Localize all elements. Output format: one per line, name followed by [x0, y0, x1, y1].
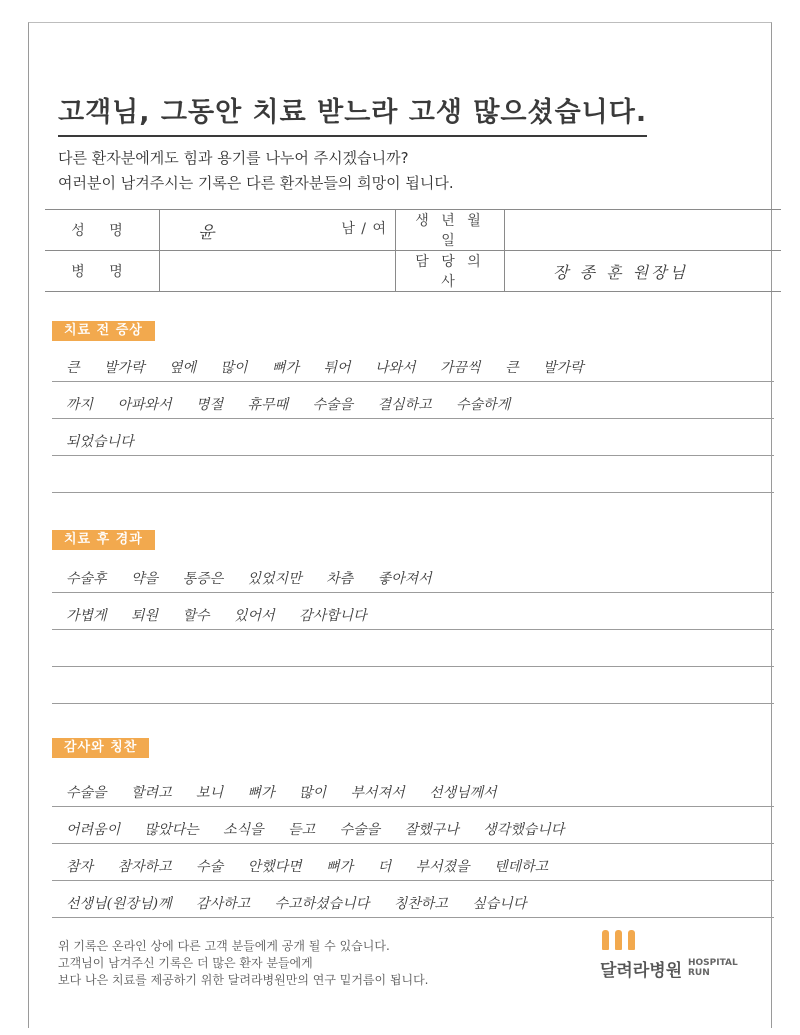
- footer-line: 보다 나은 치료를 제공하기 위한 달려라병원만의 연구 밑거름이 됩니다.: [58, 973, 429, 987]
- logo-en-line: HOSPITAL: [688, 958, 738, 968]
- writing-line: [52, 844, 774, 881]
- writing-line: [52, 630, 774, 667]
- info-row: [45, 251, 781, 292]
- handwritten-text: 선생님(원장님)께 감사하고 수고하셨습니다 칭찬하고 싶습니다: [66, 896, 527, 912]
- page-title: 고객님, 그동안 치료 받느라 고생 많으셨습니다.: [58, 90, 647, 137]
- handwritten-text: 어려움이 많았다는 소식을 듣고 수술을 잘했구나 생각했습니다: [66, 822, 565, 838]
- section-lines-before: [52, 345, 774, 493]
- exclamation-marks-icon: [602, 930, 641, 954]
- info-row: [45, 210, 781, 251]
- gender-label: 남 / 여: [341, 220, 387, 237]
- writing-line: [52, 770, 774, 807]
- section-lines-thanks: [52, 770, 774, 918]
- handwritten-text: 큰 발가락 옆에 많이 뼈가 튀어 나와서 가끔씩 큰 발가락: [66, 360, 584, 376]
- intro-line: 여러분이 남겨주시는 기록은 다른 환자분들의 희망이 됩니다.: [58, 174, 454, 192]
- section-tag-before: 치료 전 증상: [52, 321, 155, 341]
- writing-line: [52, 382, 774, 419]
- name-cell: [160, 210, 396, 251]
- writing-line: [52, 593, 774, 630]
- writing-line: [52, 807, 774, 844]
- name-label: 성 명: [45, 210, 160, 251]
- writing-line: [52, 881, 774, 918]
- writing-line: [52, 667, 774, 704]
- logo-en-line: RUN: [688, 968, 710, 978]
- logo-english: [688, 958, 738, 978]
- hospital-logo: [600, 930, 760, 990]
- handwritten-text: 가볍게 퇴원 할수 있어서 감사합니다: [66, 608, 367, 624]
- writing-line: [52, 556, 774, 593]
- doctor-value: 장 종 훈 원장님: [553, 262, 688, 282]
- birth-value: [505, 210, 782, 251]
- handwritten-text: 수술후 약을 통증은 있었지만 차츰 좋아져서: [66, 571, 432, 587]
- writing-line: [52, 345, 774, 382]
- name-value: 윤: [198, 222, 215, 243]
- birth-label: 생 년 월 일: [396, 210, 505, 251]
- logo-name: 달려라병원: [600, 961, 683, 981]
- intro-line: 다른 환자분에게도 힘과 용기를 나누어 주시겠습니까?: [58, 149, 409, 167]
- handwritten-text: 까지 아파와서 명절 휴무때 수술을 결심하고 수술하게: [66, 397, 511, 413]
- handwritten-text: 되었습니다: [66, 434, 134, 450]
- doctor-cell: [505, 251, 782, 292]
- intro-text: [58, 146, 454, 196]
- section-lines-after: [52, 556, 774, 704]
- footer-line: 고객님이 남겨주신 기록은 더 많은 환자 분들에게: [58, 956, 313, 970]
- disease-value: [160, 251, 396, 292]
- doctor-label: 담 당 의 사: [396, 251, 505, 292]
- footer-line: 위 기록은 온라인 상에 다른 고객 분들에게 공개 될 수 있습니다.: [58, 939, 390, 953]
- section-tag-thanks: 감사와 칭찬: [52, 738, 149, 758]
- writing-line: [52, 419, 774, 456]
- disease-label: 병 명: [45, 251, 160, 292]
- handwritten-text: 참자 참자하고 수술 안했다면 뼈가 더 부서졌을 텐데하고: [66, 859, 549, 875]
- handwritten-text: 수술을 할려고 보니 뼈가 많이 부서져서 선생님께서: [66, 785, 497, 801]
- writing-line: [52, 456, 774, 493]
- patient-info-table: [45, 209, 781, 292]
- section-tag-after: 치료 후 경과: [52, 530, 155, 550]
- footer-notice: [58, 938, 429, 989]
